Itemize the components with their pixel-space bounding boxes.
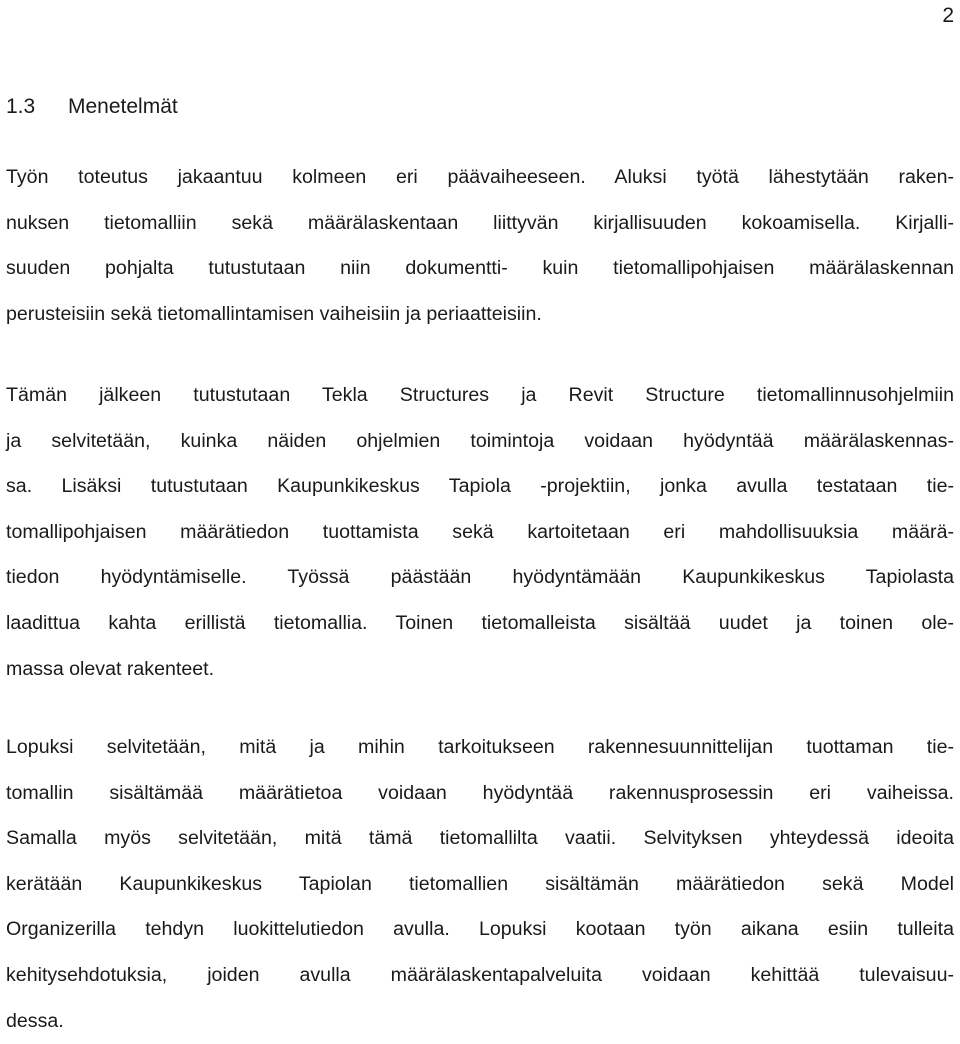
- page-number: 2: [942, 4, 954, 27]
- text-line: ja selvitetään, kuinka näiden ohjelmien toimintoja voidaan hyödyntää määrälaskennas-: [6, 429, 954, 452]
- text-line: tomallipohjaisen määrätiedon tuottamista sekä kartoitetaan eri mahdollisuuksia määrä-: [6, 520, 954, 543]
- text-line: Organizerilla tehdyn luokittelutiedon avulla. Lopuksi kootaan työn aikana esiin tulleita: [6, 918, 954, 941]
- text-line: tiedon hyödyntämiselle. Työssä päästään hyödyntämään Kaupunkikeskus Tapiolasta: [6, 566, 954, 589]
- text-line: Työn toteutus jakaantuu kolmeen eri päävaiheeseen. Aluksi työtä lähestytään raken-: [6, 166, 954, 188]
- text-line: nuksen tietomalliin sekä määrälaskentaan liittyvän kirjallisuuden kokoamisella. Kirjalli-: [6, 211, 954, 234]
- text-line: kehitysehdotuksia, joiden avulla määrälaskentapalveluita voidaan kehittää tulevaisuu-: [6, 963, 954, 986]
- text-line: Samalla myös selvitetään, mitä tämä tietomallilta vaatii. Selvityksen yhteydessä ideoita: [6, 827, 954, 850]
- text-line: Tämän jälkeen tutustutaan Tekla Structures ja Revit Structure tietomallinnusohjelmiin: [6, 384, 954, 406]
- text-line: Lopuksi selvitetään, mitä ja mihin tarkoitukseen rakennesuunnittelijan tuottaman tie-: [6, 736, 954, 758]
- text-line: perusteisiin sekä tietomallintamisen vaiheisiin ja periaatteisiin.: [6, 302, 542, 325]
- text-line: kerätään Kaupunkikeskus Tapiolan tietomallien sisältämän määrätiedon sekä Model: [6, 872, 954, 895]
- section-heading: [6, 91, 178, 123]
- text-line: suuden pohjalta tutustutaan niin dokumentti- kuin tietomallipohjaisen määrälaskennan: [6, 257, 954, 280]
- text-line: massa olevat rakenteet.: [6, 657, 215, 680]
- text-line: dessa.: [6, 1009, 64, 1032]
- paragraph-2: [6, 373, 954, 692]
- section-number: 1.3: [6, 95, 36, 118]
- text-line: tomallin sisältämää määrätietoa voidaan hyödyntää rakennusprosessin eri vaiheissa.: [6, 781, 954, 804]
- text-line: sa. Lisäksi tutustutaan Kaupunkikeskus Tapiola -projektiin, jonka avulla testataan tie-: [6, 475, 954, 498]
- paragraph-1: [6, 155, 954, 337]
- text-line: laadittua kahta erillistä tietomallia. Toinen tietomalleista sisältää uudet ja toinen ole-: [6, 611, 954, 634]
- section-title: Menetelmät: [68, 95, 178, 118]
- paragraph-3: [6, 725, 954, 1044]
